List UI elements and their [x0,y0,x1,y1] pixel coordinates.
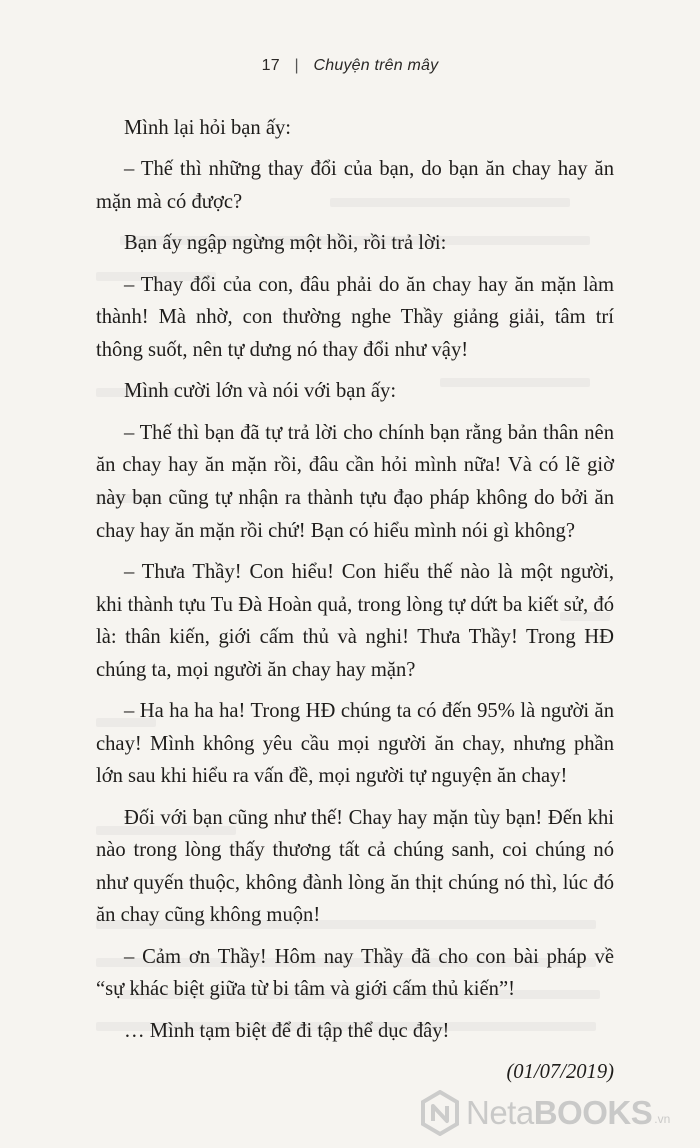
page-number: 17 [261,57,280,74]
paragraph: Mình lại hỏi bạn ấy: [124,117,292,139]
running-header [0,57,700,75]
paragraph: – Thay đổi của con, đâu phải do ăn chay hay ăn mặn làm thành! Mà nhờ, con thường nghe Thầy giảng giải, tâm trí thông suốt, nên tự dưng nó thay đổi như vậy! [96,273,614,361]
watermark-brand-rest: BOOKS [533,1094,653,1131]
chapter-title: Chuyện trên mây [313,57,439,74]
paragraph: – Ha ha ha ha! Trong HĐ chúng ta có đến 95% là người ăn chay! Mình không yêu cầu mọi người ăn chay, nhưng phần lớn sau khi hiểu ra vấn đề, mọi người tự nguyện ăn chay! [96,700,614,788]
date-stamp: (01/07/2019) [506,1061,614,1084]
paragraph: – Cảm ơn Thầy! Hôm nay Thầy đã cho con bài pháp về “sự khác biệt giữa từ bi tâm và giới cấm thủ kiến”! [96,945,614,1001]
page-body [96,112,614,1089]
paragraph: Đối với bạn cũng như thế! Chay hay mặn tùy bạn! Đến khi nào trong lòng thấy thương tất cả chúng sanh, coi chúng nó như quyến thuộc, không đành lòng ăn thịt chúng nó thì, lúc đó ăn chay cũng không muộn! [96,806,614,927]
neta-logo-icon [420,1090,460,1136]
header-separator: | [294,57,299,74]
paragraph: Bạn ấy ngập ngừng một hồi, rồi trả lời: [124,232,447,255]
watermark-suffix: .vn [654,1112,671,1126]
watermark-brand [466,1094,652,1132]
paragraph: … Mình tạm biệt để đi tập thể dục đây! [124,1019,450,1042]
paragraph: – Thế thì bạn đã tự trả lời cho chính bạn rằng bản thân nên ăn chay hay ăn mặn rồi, đâu cần hỏi mình nữa! Và có lẽ giờ này bạn cũng tự nhận ra thành tựu đạo pháp không do bởi ăn chay hay ăn mặn rồi chứ! Bạn có hiểu mình nói gì không? [96,421,614,542]
paragraph: – Thưa Thầy! Con hiểu! Con hiểu thế nào là một người, khi thành tựu Tu Đà Hoàn quả, trong lòng tự dứt ba kiết sử, đó là: thân kiến, giới cấm thủ và nghi! Thưa Thầy! Trong HĐ chúng ta, mọi người ăn chay hay mặn? [96,560,614,681]
watermark [420,1088,690,1138]
watermark-brand-bold: Neta [466,1094,534,1131]
paragraph: Mình cười lớn và nói với bạn ấy: [124,380,397,403]
paragraph: – Thế thì những thay đổi của bạn, do bạn ăn chay hay ăn mặn mà có được? [96,158,614,213]
